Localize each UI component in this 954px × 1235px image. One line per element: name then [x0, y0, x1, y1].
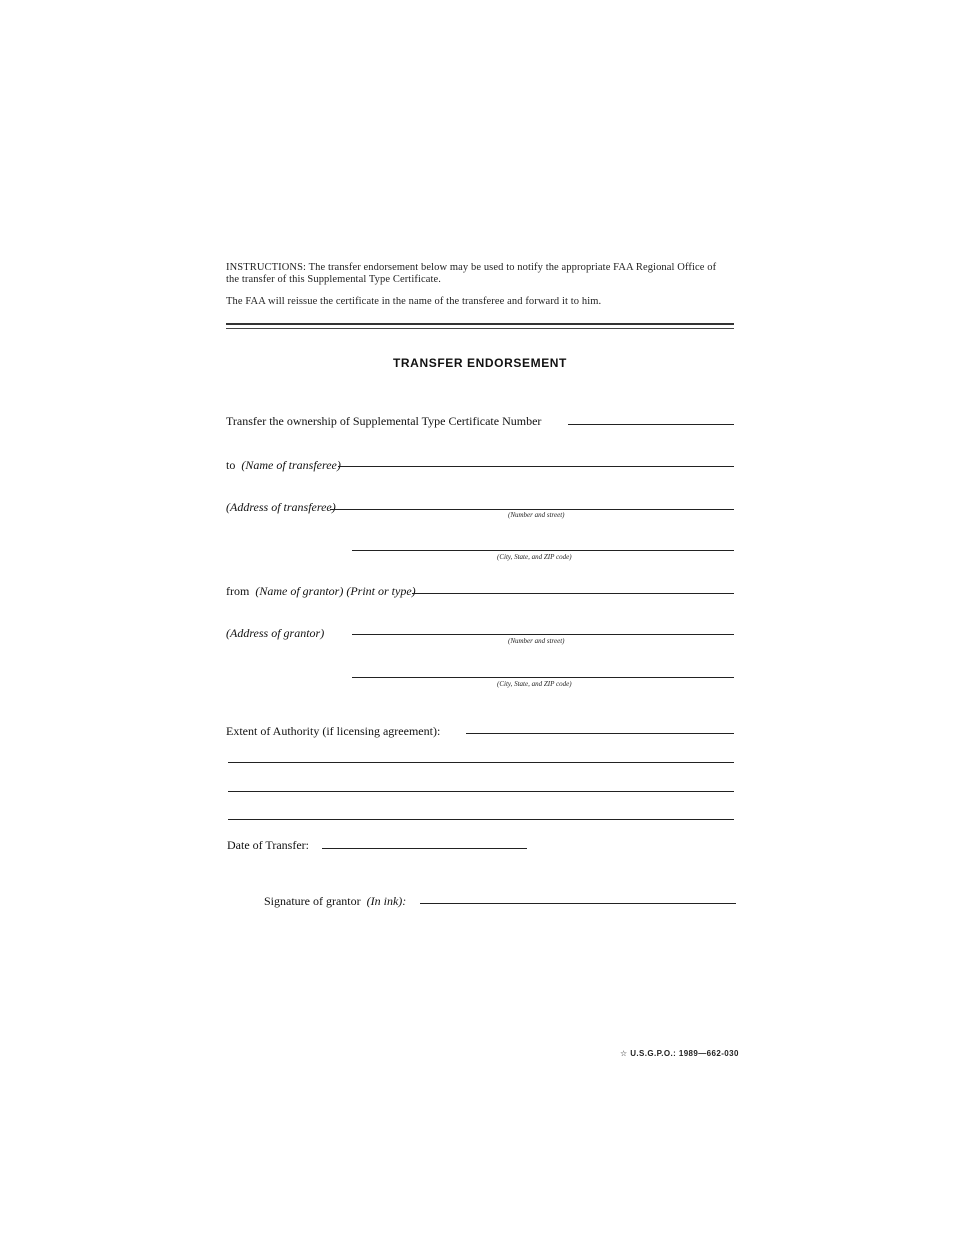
extent-authority-field-2[interactable]	[228, 762, 734, 763]
form-title: TRANSFER ENDORSEMENT	[392, 356, 567, 370]
grantor-name-hint: (Name of grantor) (Print or type)	[255, 584, 416, 598]
separator-bottom	[226, 328, 734, 329]
grantor-prefix: from	[226, 584, 250, 598]
transferee-city-field[interactable]	[352, 550, 734, 551]
instructions-line-3: The FAA will reissue the certificate in the name of the transferee and forward it to him.	[226, 296, 602, 307]
extent-authority-field-3[interactable]	[228, 791, 734, 792]
extent-authority-label: Extent of Authority (if licensing agreement):	[226, 724, 441, 738]
grantor-name-label	[226, 584, 416, 599]
grantor-address-label: (Address of grantor)	[226, 626, 325, 640]
transferee-city-caption: (City, State, and ZIP code)	[497, 553, 572, 561]
transferee-street-caption: (Number and street)	[508, 511, 565, 519]
signature-hint: (In ink):	[366, 894, 407, 908]
transferee-prefix: to	[226, 458, 236, 472]
grantor-street-caption: (Number and street)	[508, 637, 565, 645]
transferee-name-hint: (Name of transferee)	[241, 458, 341, 472]
signature-label	[264, 894, 406, 909]
signature-prefix: Signature of grantor	[264, 894, 361, 908]
grantor-street-field[interactable]	[352, 634, 734, 635]
grantor-name-field[interactable]	[412, 593, 734, 594]
grantor-city-field[interactable]	[352, 677, 734, 678]
gpo-print-code: ☆ U.S.G.P.O.: 1989—662-030	[620, 1049, 739, 1058]
instructions-line-2: the transfer of this Supplemental Type Certificate.	[226, 274, 441, 285]
certificate-number-field[interactable]	[568, 424, 734, 425]
transferee-name-label	[226, 458, 341, 473]
instructions-line-1: INSTRUCTIONS: The transfer endorsement below may be used to notify the appropriate FAA Regional Office of	[226, 262, 717, 273]
extent-authority-field-4[interactable]	[228, 819, 734, 820]
separator-top	[226, 323, 734, 325]
transferee-address-label: (Address of transferee)	[226, 500, 336, 514]
grantor-city-caption: (City, State, and ZIP code)	[497, 680, 572, 688]
transferee-street-field[interactable]	[330, 509, 734, 510]
certificate-number-label: Transfer the ownership of Supplemental Type Certificate Number	[226, 414, 542, 428]
date-of-transfer-label: Date of Transfer:	[227, 838, 309, 852]
signature-field[interactable]	[420, 903, 736, 904]
date-of-transfer-field[interactable]	[322, 848, 527, 849]
transferee-name-field[interactable]	[338, 466, 734, 467]
extent-authority-field-1[interactable]	[466, 733, 734, 734]
